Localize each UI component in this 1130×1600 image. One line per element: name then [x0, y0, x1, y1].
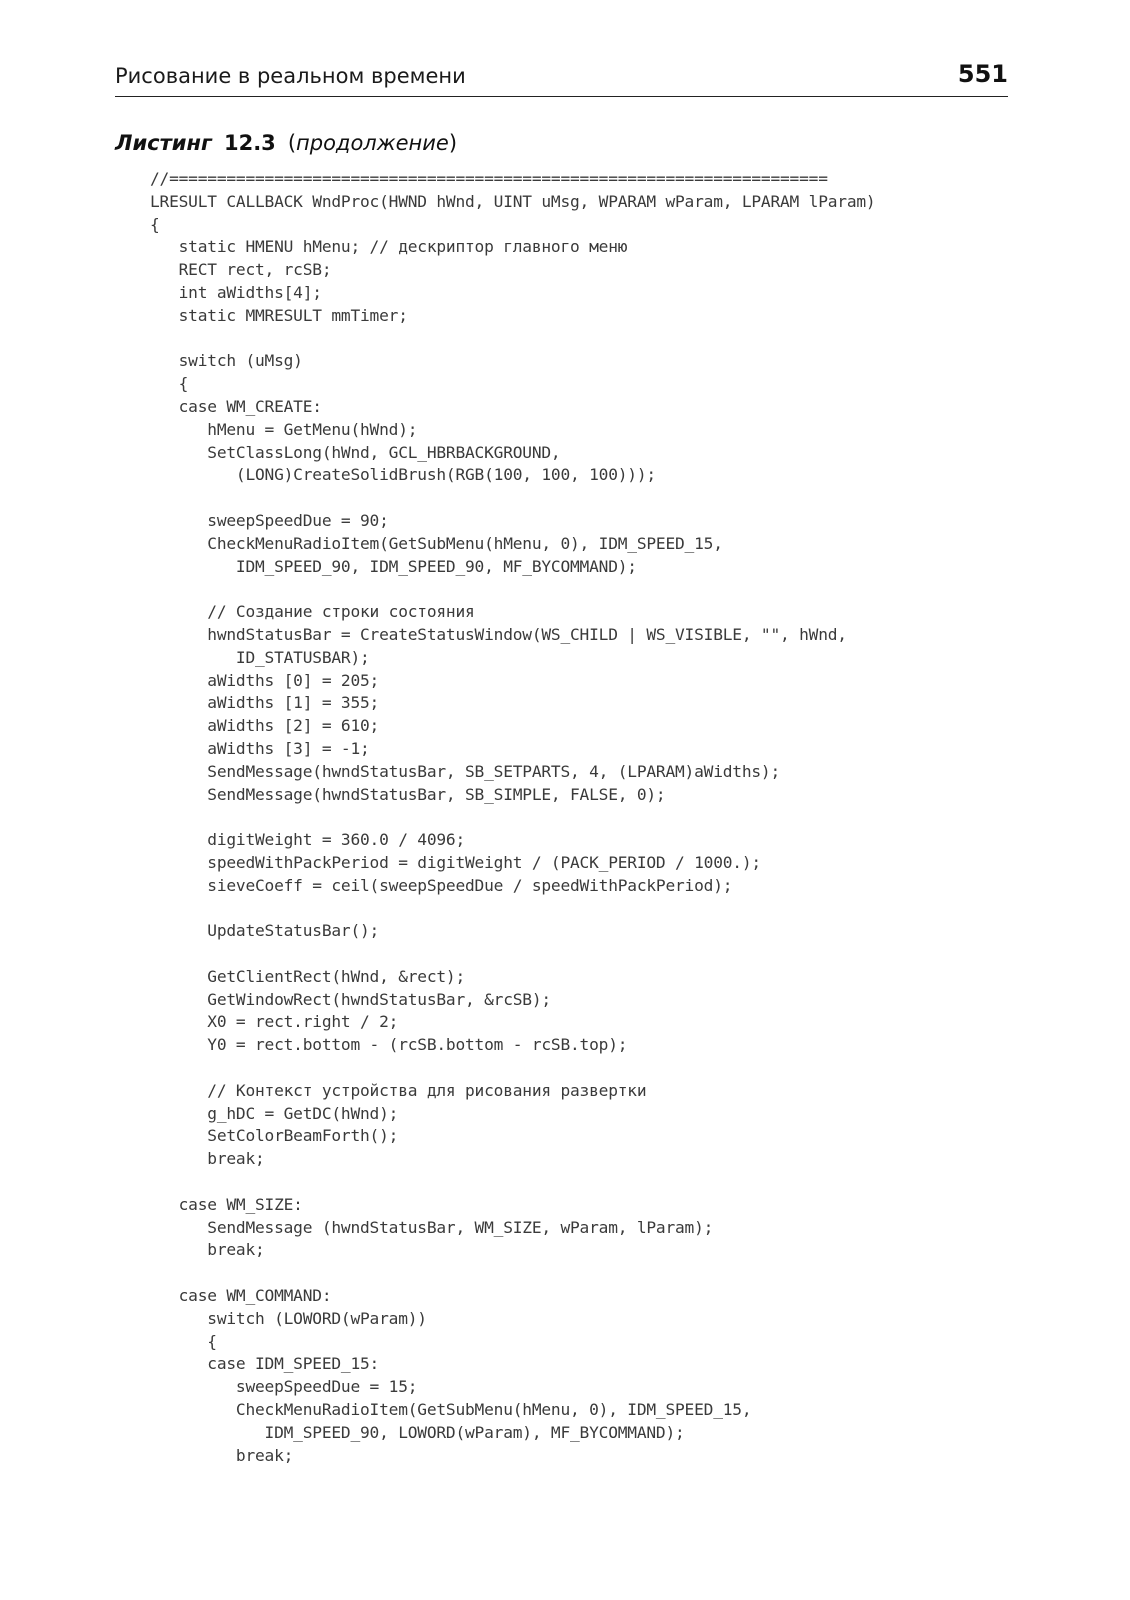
- code-line: [150, 487, 1010, 510]
- code-line: [150, 806, 1010, 829]
- code-line: aWidths [0] = 205;: [150, 670, 380, 690]
- code-line: // Создание строки состояния: [150, 602, 475, 622]
- code-line: case WM_CREATE:: [150, 396, 322, 416]
- code-line: [150, 1057, 1010, 1080]
- code-line: switch (LOWORD(wParam)): [150, 1308, 427, 1328]
- code-line: LRESULT CALLBACK WndProc(HWND hWnd, UINT uMsg, WPARAM wParam, LPARAM lParam): [150, 191, 876, 211]
- code-line: hMenu = GetMenu(hWnd);: [150, 419, 418, 439]
- code-line: [150, 328, 1010, 351]
- code-line: break;: [150, 1149, 265, 1169]
- code-line: case IDM_SPEED_15:: [150, 1354, 380, 1374]
- code-line: ID_STATUSBAR);: [150, 647, 370, 667]
- running-head: [115, 60, 1008, 97]
- code-line: UpdateStatusBar();: [150, 921, 380, 941]
- code-line: Y0 = rect.bottom - (rcSB.bottom - rcSB.top);: [150, 1035, 628, 1055]
- code-line: SendMessage(hwndStatusBar, SB_SETPARTS, 4, (LPARAM)aWidths);: [150, 761, 781, 781]
- code-line: //=====================================================================: [150, 169, 828, 188]
- code-line: // Контекст устройства для рисования развертки: [150, 1080, 647, 1100]
- code-line: speedWithPackPeriod = digitWeight / (PACK_PERIOD / 1000.);: [150, 852, 761, 872]
- code-listing: [150, 168, 1010, 1467]
- code-line: sweepSpeedDue = 15;: [150, 1377, 418, 1397]
- code-line: {: [150, 374, 189, 394]
- listing-label: Листинг: [115, 131, 212, 155]
- code-line: [150, 1262, 1010, 1285]
- code-line: {: [150, 214, 160, 234]
- code-line: [150, 1171, 1010, 1194]
- caption-close-paren: ): [448, 131, 458, 155]
- code-line: break;: [150, 1445, 294, 1465]
- code-line: CheckMenuRadioItem(GetSubMenu(hMenu, 0), IDM_SPEED_15,: [150, 533, 723, 553]
- code-line: case WM_SIZE:: [150, 1194, 303, 1214]
- code-line: digitWeight = 360.0 / 4096;: [150, 830, 466, 850]
- code-line: g_hDC = GetDC(hWnd);: [150, 1103, 399, 1123]
- code-line: break;: [150, 1240, 265, 1260]
- code-line: static MMRESULT mmTimer;: [150, 305, 408, 325]
- code-line: case WM_COMMAND:: [150, 1286, 332, 1306]
- code-line: CheckMenuRadioItem(GetSubMenu(hMenu, 0), IDM_SPEED_15,: [150, 1400, 752, 1420]
- code-line: sieveCoeff = ceil(sweepSpeedDue / speedWithPackPeriod);: [150, 875, 733, 895]
- listing-number: 12.3: [223, 131, 276, 155]
- code-line: [150, 578, 1010, 601]
- code-line: GetWindowRect(hwndStatusBar, &rcSB);: [150, 989, 551, 1009]
- code-line: X0 = rect.right / 2;: [150, 1012, 399, 1032]
- code-line: SetClassLong(hWnd, GCL_HBRBACKGROUND,: [150, 442, 561, 462]
- code-line: switch (uMsg): [150, 351, 303, 371]
- code-line: aWidths [3] = -1;: [150, 738, 370, 758]
- caption-open-paren: (: [287, 131, 297, 155]
- code-line: int aWidths[4];: [150, 282, 322, 302]
- code-line: IDM_SPEED_90, IDM_SPEED_90, MF_BYCOMMAND);: [150, 556, 637, 576]
- code-line: IDM_SPEED_90, LOWORD(wParam), MF_BYCOMMAND);: [150, 1422, 685, 1442]
- code-line: static HMENU hMenu; // дескриптор главного меню: [150, 237, 628, 257]
- code-line: SendMessage(hwndStatusBar, SB_SIMPLE, FALSE, 0);: [150, 784, 666, 804]
- code-line: {: [150, 1331, 217, 1351]
- code-line: aWidths [1] = 355;: [150, 693, 380, 713]
- code-line: aWidths [2] = 610;: [150, 716, 380, 736]
- code-line: RECT rect, rcSB;: [150, 260, 332, 280]
- code-line: GetClientRect(hWnd, &rect);: [150, 966, 466, 986]
- code-line: sweepSpeedDue = 90;: [150, 510, 389, 530]
- code-line: SetColorBeamForth();: [150, 1126, 399, 1146]
- code-line: SendMessage (hwndStatusBar, WM_SIZE, wParam, lParam);: [150, 1217, 714, 1237]
- listing-continuation-note: продолжение: [296, 131, 449, 155]
- chapter-title: Рисование в реальном времени: [115, 64, 466, 88]
- code-line: hwndStatusBar = CreateStatusWindow(WS_CHILD | WS_VISIBLE, "", hWnd,: [150, 624, 847, 644]
- code-line: [150, 943, 1010, 966]
- code-line: [150, 898, 1010, 921]
- code-line: (LONG)CreateSolidBrush(RGB(100, 100, 100)));: [150, 465, 656, 485]
- listing-caption: [115, 131, 457, 155]
- page-number: 551: [957, 60, 1008, 88]
